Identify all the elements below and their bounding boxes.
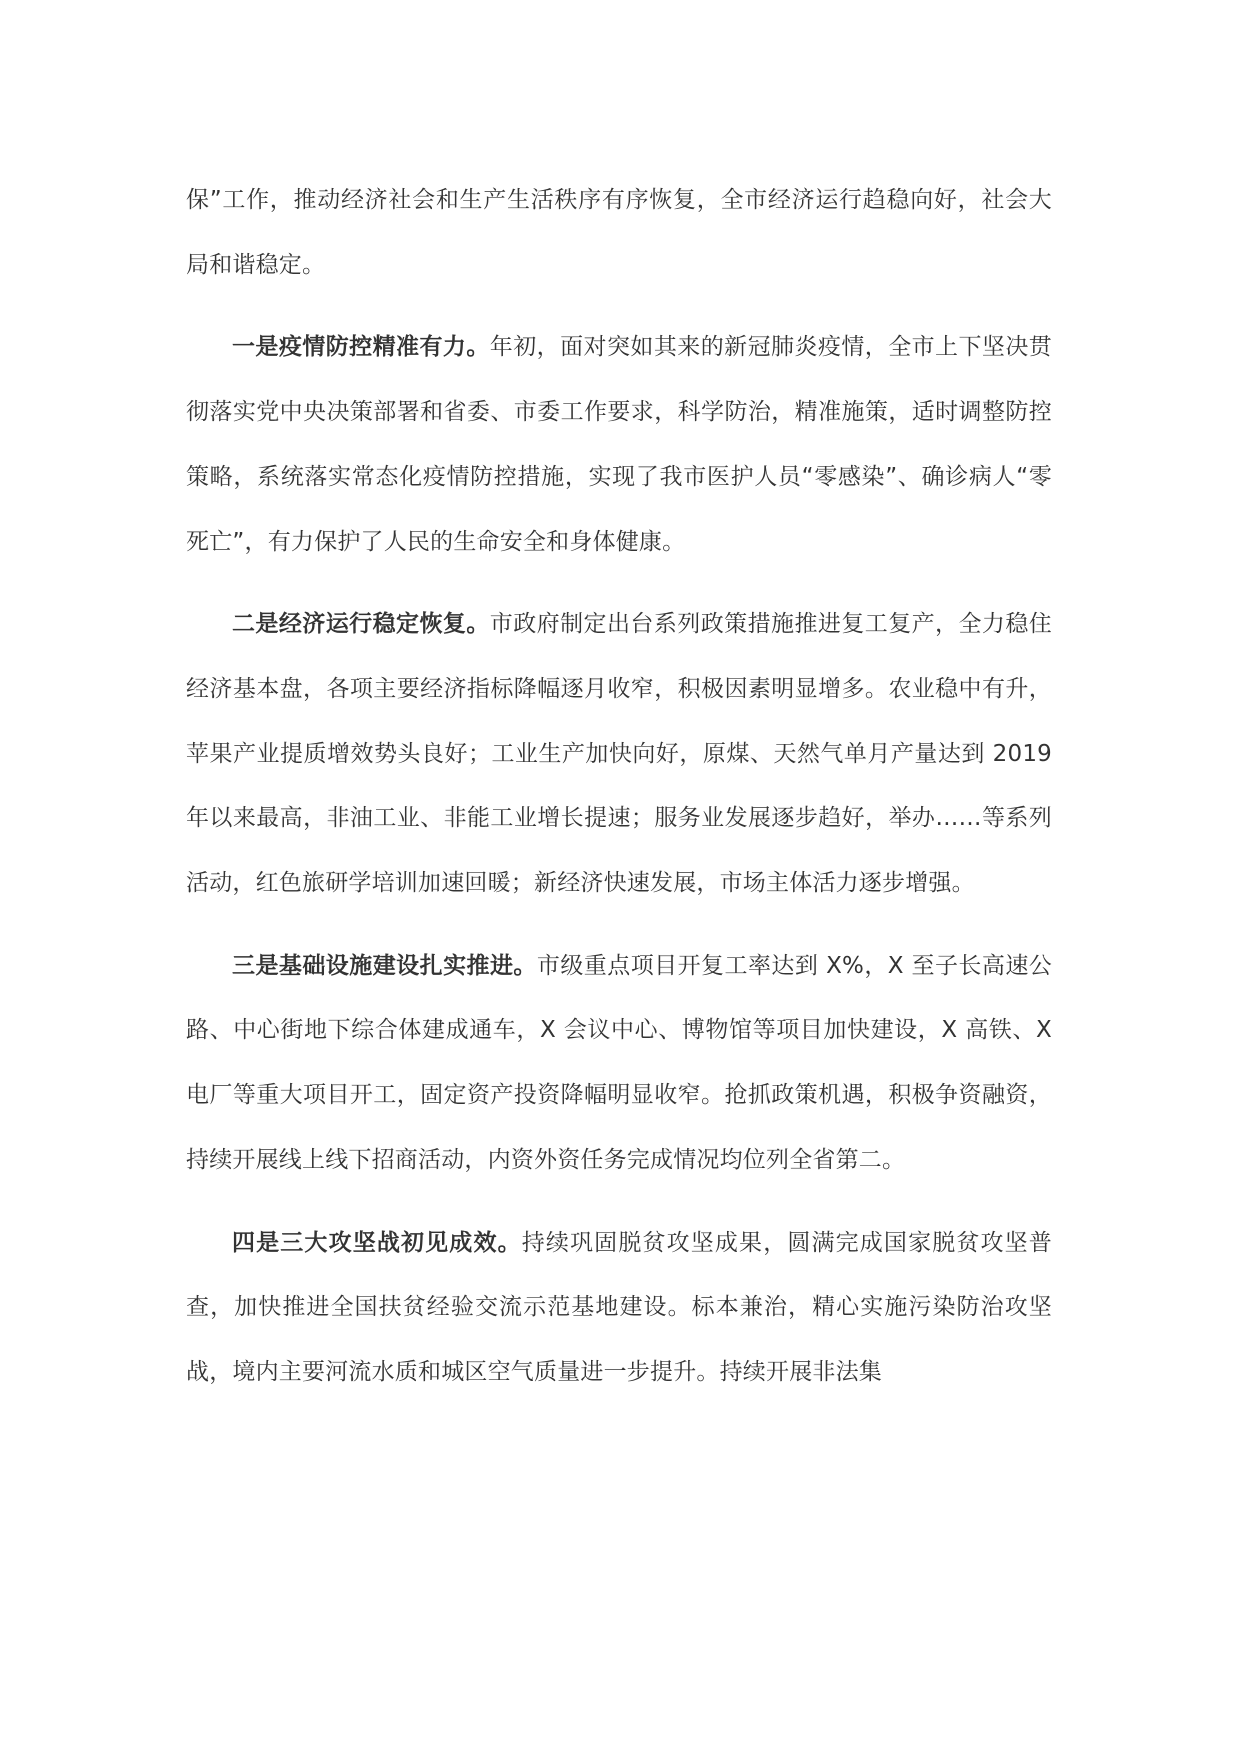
paragraph-heading: 四是三大攻坚战初见成效。 xyxy=(232,1229,522,1256)
paragraph-text: 市级重点项目开复工率达到 X%，X 至子长高速公路、中心街地下综合体建成通车，X 会议中心、博物馆等项目加快建设，X 高铁、X 电厂等重大项目开工，固定资产投资降幅明显收窄。抢抓政策机遇，积极争资融资，持续开展线上线下招商活动，内资外资任务完成情况均位列全省第二。 xyxy=(186,952,1052,1173)
paragraph-three-battles xyxy=(186,1211,1052,1405)
document-body xyxy=(186,168,1052,1405)
paragraph-text: 市政府制定出台系列政策措施推进复工复产，全力稳住经济基本盘，各项主要经济指标降幅逐月收窄，积极因素明显增多。农业稳中有升，苹果产业提质增效势头良好；工业生产加快向好，原煤、天然气单月产量达到 2019 年以来最高，非油工业、非能工业增长提速；服务业发展逐步趋好，举办……等系列活动，红色旅研学培训加速回暖；新经济快速发展，市场主体活力逐步增强。 xyxy=(186,611,1052,897)
paragraph-heading: 一是疫情防控精准有力。 xyxy=(232,334,490,361)
paragraph-text: 年初，面对突如其来的新冠肺炎疫情，全市上下坚决贯彻落实党中央决策部署和省委、市委工作要求，科学防治，精准施策，适时调整防控策略，系统落实常态化疫情防控措施，实现了我市医护人员“零感染”、确诊病人“零死亡”，有力保护了人民的生命安全和身体健康。 xyxy=(186,334,1052,555)
paragraph-economic-recovery xyxy=(186,592,1052,916)
paragraph-text: 保”工作，推动经济社会和生产生活秩序有序恢复，全市经济运行趋稳向好，社会大局和谐稳定。 xyxy=(186,187,1052,278)
paragraph-heading: 三是基础设施建设扎实推进。 xyxy=(232,952,537,979)
paragraph-heading: 二是经济运行稳定恢复。 xyxy=(232,611,490,638)
paragraph-infrastructure xyxy=(186,934,1052,1193)
paragraph-text: 持续巩固脱贫攻坚成果，圆满完成国家脱贫攻坚普查，加快推进全国扶贫经验交流示范基地建设。标本兼治，精心实施污染防治攻坚战，境内主要河流水质和城区空气质量进一步提升。持续开展非法集 xyxy=(186,1229,1052,1385)
paragraph-epidemic-control xyxy=(186,315,1052,574)
paragraph-intro-continuation xyxy=(186,168,1052,297)
